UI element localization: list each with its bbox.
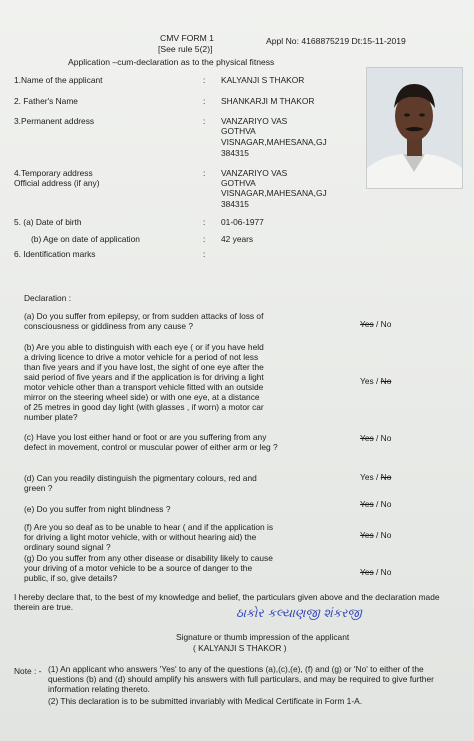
field-label-temporary-address: 4.Temporary address — [14, 168, 93, 178]
temporary-address-line-3: VISNAGAR,MAHESANA,GJ — [221, 188, 327, 198]
field-colon-dob: : — [203, 217, 206, 227]
answer-f-yes: Yes — [360, 530, 374, 540]
field-value-age: 42 years — [221, 234, 254, 244]
field-value-dob: 01-06-1977 — [221, 217, 264, 227]
answer-c: Yes / No — [360, 433, 392, 443]
field-colon-father: : — [203, 96, 206, 106]
answer-g-yes: Yes — [360, 567, 374, 577]
field-colon-name: : — [203, 75, 206, 85]
declaration-title: Declaration : — [24, 293, 72, 303]
answer-a: Yes / No — [360, 319, 392, 329]
field-label-permanent-address: 3.Permanent address — [14, 116, 95, 126]
permanent-address-line-4: 384315 — [221, 148, 249, 158]
answer-d-yes: Yes — [360, 472, 374, 482]
field-label-identification: 6. Identification marks — [14, 249, 96, 259]
field-colon-temporary-address: : — [203, 168, 206, 178]
field-label-father: 2. Father's Name — [14, 96, 78, 106]
temporary-address-line-4: 384315 — [221, 199, 249, 209]
answer-e-yes: Yes — [360, 499, 374, 509]
field-label-name: 1.Name of the applicant — [14, 75, 103, 85]
answer-f: Yes / No — [360, 530, 392, 540]
handwritten-signature: ઠાકોર કલ્યાણજી શંકરજી — [236, 606, 362, 620]
signature-name: ( KALYANJI S THAKOR ) — [193, 643, 287, 653]
answer-c-no: No — [380, 433, 392, 443]
field-value-name: KALYANJI S THAKOR — [221, 75, 305, 85]
answer-d-no: No — [380, 472, 392, 482]
closing-declaration: I hereby declare that, to the best of my knowledge and belief, the particulars given above and the declaration made therein are true. — [14, 592, 440, 612]
field-label-age: (b) Age on date of application — [31, 234, 140, 244]
permanent-address-line-1: VANZARIYO VAS — [221, 116, 288, 126]
permanent-address-line-2: GOTHVA — [221, 126, 256, 136]
field-label-official-address: Official address (if any) — [14, 178, 100, 188]
note-item-2: (2) This declaration is to be submitted invariably with Medical Certificate in Form 1-A. — [48, 696, 363, 706]
field-colon-age: : — [203, 234, 206, 244]
question-e: (e) Do you suffer from night blindness ? — [24, 504, 171, 514]
form-subtitle: Application –cum-declaration as to the physical fitness — [68, 57, 275, 67]
temporary-address-line-1: VANZARIYO VAS — [221, 168, 288, 178]
field-colon-permanent-address: : — [203, 116, 206, 126]
signature-caption: Signature or thumb impression of the applicant — [176, 632, 350, 642]
question-d: (d) Can you readily distinguish the pigmentary colours, red and green ? — [24, 473, 257, 493]
applicant-photo — [366, 67, 463, 189]
form-title: CMV FORM 1 — [160, 33, 214, 43]
question-g: (g) Do you suffer from any other disease or disability likely to cause your driving of a motor vehicle to be a source of danger to the public, if so, give details? — [24, 553, 273, 583]
field-label-dob: 5. (a) Date of birth — [14, 217, 82, 227]
permanent-address-line-3: VISNAGAR,MAHESANA,GJ — [221, 137, 327, 147]
temporary-address-line-2: GOTHVA — [221, 178, 256, 188]
note-item-1: (1) An applicant who answers 'Yes' to any of the questions (a),(c),(e), (f) and (g) or 'No' to either of the questions (b) and (d) should amplify his answers with full particulars, and may be required to give further information relating thereto. — [48, 664, 434, 694]
question-f: (f) Are you so deaf as to be unable to hear ( and if the application is for driving a light motor vehicle, with or without hearing aid) the ordinary sound signal ? — [24, 522, 274, 552]
question-a: (a) Do you suffer from epilepsy, or from sudden attacks of loss of consciousness or giddiness from any cause ? — [24, 311, 264, 331]
answer-e-no: No — [380, 499, 392, 509]
answer-d: Yes / No — [360, 472, 392, 482]
answer-b: Yes / No — [360, 376, 392, 386]
answer-b-no: No — [380, 376, 392, 386]
answer-c-yes: Yes — [360, 433, 374, 443]
question-b: (b) Are you able to distinguish with each eye ( or if you have held a driving licence to drive a motor vehicle for a period of not less than five years and if you have lost, the sight of one eye after the said period of five years and if the application is for driving a light motor vehicle other than a transport vehicle fitted with an outside mirror on the steering wheel side) or with one eye, at a distance of 25 metres in good day light (with glasses , if worn) a motor car number plate? — [24, 342, 264, 422]
answer-a-yes: Yes — [360, 319, 374, 329]
answer-a-no: No — [380, 319, 392, 329]
answer-f-no: No — [380, 530, 392, 540]
question-c: (c) Have you lost either hand or foot or are you suffering from any defect in movement, control or muscular power of either arm or leg ? — [24, 432, 278, 452]
note-lead: Note : - — [14, 666, 42, 676]
field-value-father: SHANKARJI M THAKOR — [221, 96, 315, 106]
answer-b-yes: Yes — [360, 376, 374, 386]
answer-g: Yes / No — [360, 567, 392, 577]
applicant-photo-graphic — [367, 68, 462, 188]
answer-g-no: No — [380, 567, 392, 577]
application-number: Appl No: 4168875219 Dt:15-11-2019 — [266, 36, 406, 46]
field-colon-identification: : — [203, 249, 206, 259]
answer-e: Yes / No — [360, 499, 392, 509]
rule-reference: [See rule 5(2)] — [158, 44, 213, 54]
